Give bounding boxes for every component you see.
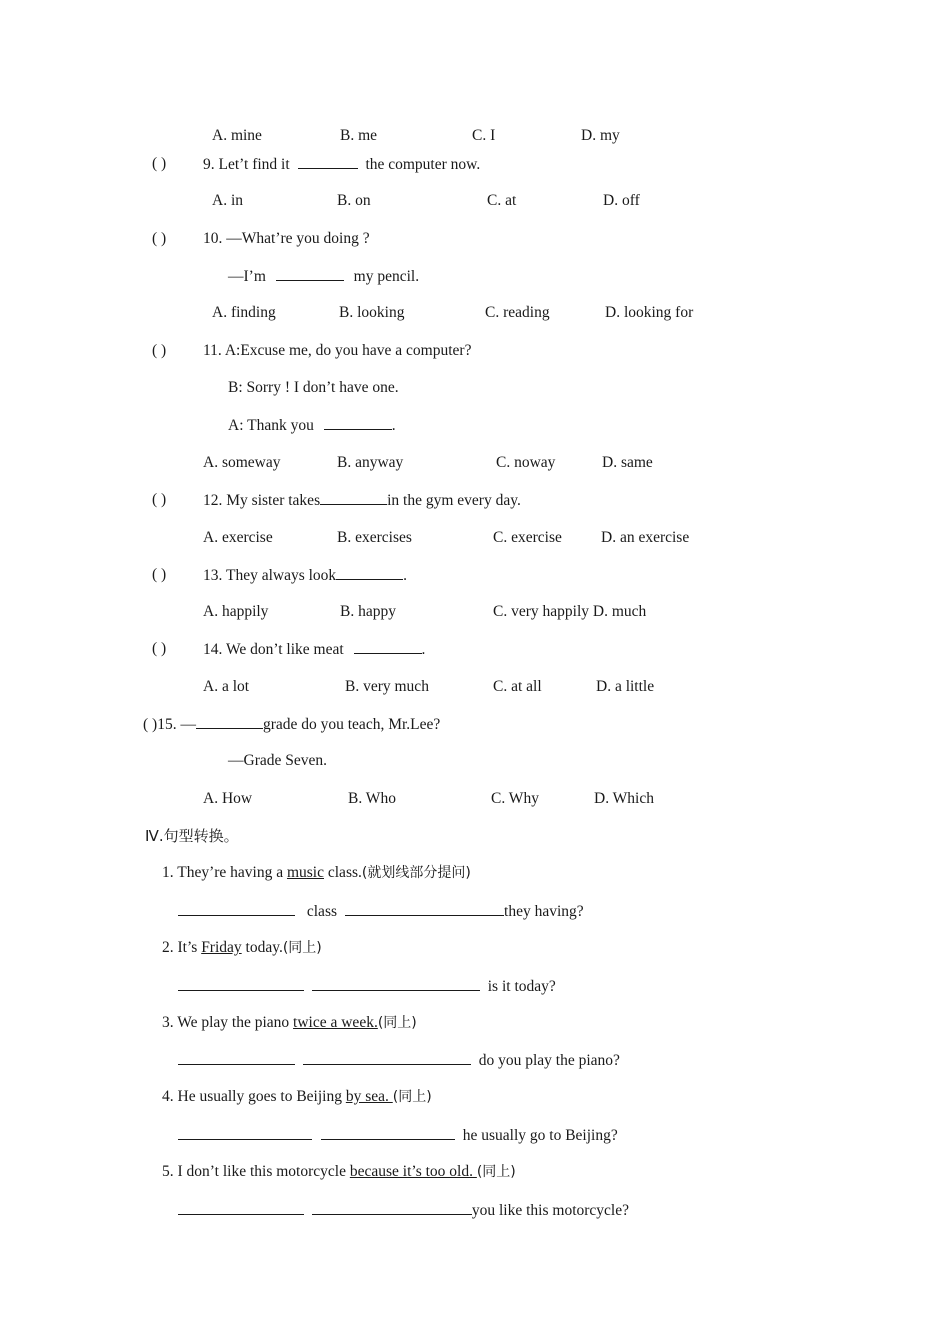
q12-option-a: A. exercise (203, 529, 273, 546)
transform-1-note: (就划线部分提问) (361, 865, 471, 881)
transform-2-blank-1[interactable] (178, 976, 304, 991)
q11-answer-paren[interactable]: ( ) (152, 342, 167, 359)
transform-1-answer (178, 901, 584, 922)
q8-option-c: C. I (472, 127, 496, 144)
q9-stem-post: the computer now. (365, 156, 481, 173)
q15-option-b: B. Who (348, 790, 396, 807)
transform-1-blank-2[interactable] (345, 901, 504, 916)
transform-5-blank-1[interactable] (178, 1200, 304, 1215)
transform-2-underlined: Friday (201, 939, 242, 956)
transform-3-blank-2[interactable] (303, 1050, 471, 1065)
q15-stem (143, 714, 440, 735)
q9-answer-paren[interactable]: ( ) (152, 155, 167, 172)
q8-option-b: B. me (340, 127, 378, 144)
q11-option-a: A. someway (203, 454, 281, 471)
q13-option-a: A. happily (203, 603, 269, 620)
q10-option-b: B. looking (339, 304, 405, 321)
q15-response: —Grade Seven. (228, 752, 327, 769)
transform-3-blank-1[interactable] (178, 1050, 295, 1065)
q10-response-post: my pencil. (353, 268, 420, 285)
q10-blank[interactable] (276, 266, 344, 281)
transform-4-blank-1[interactable] (178, 1125, 312, 1140)
transform-1-underlined: music (286, 864, 324, 881)
transform-2-blank-2[interactable] (312, 976, 480, 991)
q10-option-d: D. looking for (605, 304, 694, 321)
transform-1-answer-end: they having? (504, 903, 584, 920)
transform-4-blank-2[interactable] (321, 1125, 455, 1140)
q13-stem (203, 565, 407, 586)
q14-option-a: A. a lot (203, 678, 250, 695)
q12-blank[interactable] (320, 490, 387, 505)
transform-5-blank-2[interactable] (312, 1200, 472, 1215)
transform-4-pre: 4. He usually goes to Beijing (162, 1088, 346, 1105)
transform-2-pre: 2. It’s (162, 939, 202, 956)
transform-3-underlined: twice a week. (293, 1014, 378, 1031)
q11-option-c: C. noway (496, 454, 556, 471)
transform-2-note: (同上) (282, 940, 322, 956)
transform-5-underlined: because it’s too old. (349, 1163, 477, 1180)
q9-option-a: A. in (212, 192, 243, 209)
q14-stem-pre: 14. We don’t like meat (203, 641, 344, 658)
transform-2-answer-end: is it today? (487, 978, 556, 995)
q14-option-c: C. at all (493, 678, 542, 695)
q11-line-3-post: . (391, 417, 396, 434)
q9-blank[interactable] (298, 154, 358, 169)
q11-line-3 (228, 415, 396, 436)
transform-5-prompt (162, 1162, 516, 1182)
q13-option-cd: C. very happily D. much (493, 603, 647, 620)
transform-4-prompt (162, 1087, 432, 1107)
q15-option-a: A. How (203, 790, 253, 807)
q10-option-c: C. reading (485, 304, 550, 321)
q12-option-d: D. an exercise (601, 529, 690, 546)
q11-line-2: B: Sorry ! I don’t have one. (228, 379, 399, 396)
transform-2-prompt (162, 938, 322, 958)
transform-4-answer-end: he usually go to Beijing? (462, 1127, 618, 1144)
q9-option-d: D. off (603, 192, 640, 209)
q11-line-3-pre: A: Thank you (228, 417, 314, 434)
q8-option-a: A. mine (212, 127, 262, 144)
q14-option-d: D. a little (596, 678, 655, 695)
transform-5-answer (178, 1200, 629, 1221)
q12-answer-paren[interactable]: ( ) (152, 491, 167, 508)
q12-stem-pre: 12. My sister takes (203, 492, 321, 509)
q9-stem-pre: 9. Let’t find it (203, 156, 290, 173)
q14-stem (203, 639, 425, 660)
transform-1-answer-mid: class (306, 903, 338, 920)
transform-2-answer (178, 976, 556, 997)
q12-option-c: C. exercise (493, 529, 562, 546)
transform-1-blank-1[interactable] (178, 901, 295, 916)
q13-blank[interactable] (336, 565, 403, 580)
q15-option-c: C. Why (491, 790, 539, 807)
q14-stem-post: . (421, 641, 426, 658)
transform-3-answer (178, 1050, 620, 1071)
q13-stem-pre: 13. They always look (203, 567, 337, 584)
q15-option-d: D. Which (594, 790, 654, 807)
q15-blank[interactable] (196, 714, 263, 729)
q14-blank[interactable] (354, 639, 422, 654)
q10-answer-paren[interactable]: ( ) (152, 230, 167, 247)
q15-stem-post: grade do you teach, Mr.Lee? (262, 716, 441, 733)
transform-5-note: (同上) (476, 1164, 516, 1180)
q12-stem (203, 490, 521, 511)
q11-option-d: D. same (602, 454, 653, 471)
q11-option-b: B. anyway (337, 454, 404, 471)
q11-stem: 11. A:Excuse me, do you have a computer? (203, 342, 472, 359)
transform-3-pre: 3. We play the piano (162, 1014, 294, 1031)
section-4-title: Ⅳ.句型转换。 (145, 827, 239, 845)
q11-blank[interactable] (324, 415, 392, 430)
q13-answer-paren[interactable]: ( ) (152, 566, 167, 583)
q13-stem-post: . (403, 567, 408, 584)
transform-5-pre: 5. I don’t like this motorcycle (162, 1163, 350, 1180)
transform-2-post: today. (241, 939, 283, 956)
transform-4-note: (同上) (392, 1089, 432, 1105)
transform-3-prompt (162, 1013, 417, 1033)
transform-1-post: class. (324, 864, 362, 881)
q9-option-c: C. at (487, 192, 517, 209)
q9-option-b: B. on (337, 192, 371, 209)
q10-response-pre: —I’m (228, 268, 266, 285)
transform-4-answer (178, 1125, 618, 1146)
transform-4-underlined: by sea. (345, 1088, 393, 1105)
q15-stem-pre[interactable]: ( )15. — (143, 716, 196, 733)
q8-option-d: D. my (581, 127, 620, 144)
q10-option-a: A. finding (212, 304, 276, 321)
transform-3-answer-end: do you play the piano? (478, 1052, 620, 1069)
transform-1-pre: 1. They’re having a (162, 864, 287, 881)
q14-answer-paren[interactable]: ( ) (152, 640, 167, 657)
q12-option-b: B. exercises (337, 529, 412, 546)
q12-stem-post: in the gym every day. (387, 492, 521, 509)
transform-1-prompt (162, 863, 471, 883)
q9-stem (203, 154, 480, 175)
transform-3-note: (同上) (377, 1015, 417, 1031)
q10-response (228, 266, 419, 287)
transform-5-answer-end: you like this motorcycle? (471, 1202, 629, 1219)
q13-option-b: B. happy (340, 603, 396, 620)
q10-stem: 10. —What’re you doing ? (203, 230, 370, 247)
q14-option-b: B. very much (345, 678, 429, 695)
